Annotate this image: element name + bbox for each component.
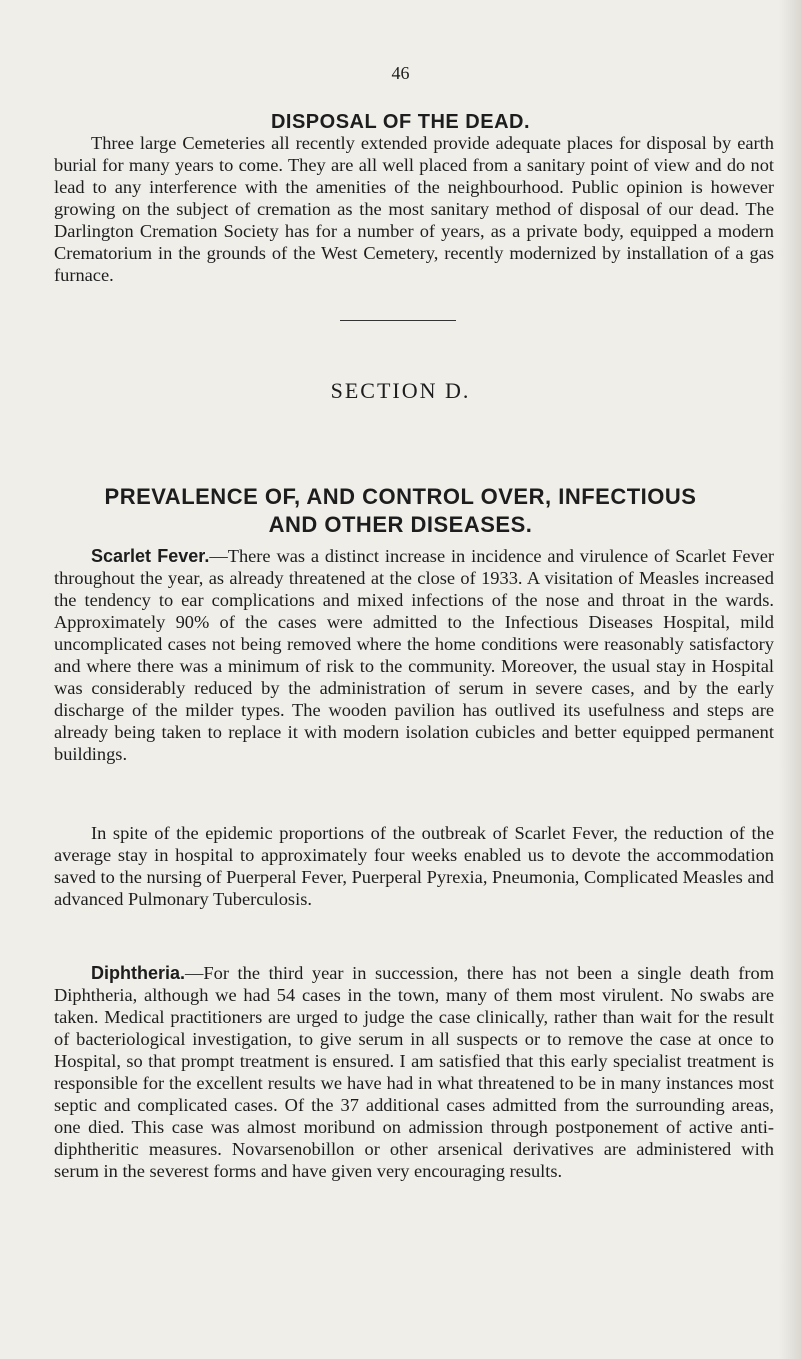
disposal-paragraph: Three large Cemeteries all recently extended provide adequate places for disposal by earth burial for many years to come. They are all well placed from a sanitary point of view and do not lead to any interference with the amenities of the neighbourhood. Public opinion is however growing on the subject of cremation as the most sanitary method of disposal of our dead. The Darlington Cremation Society has for a number of years, as a private body, equipped a modern Crematorium in the grounds of the West Cemetery, recently modernized by installation of a gas furnace. <box>54 133 774 285</box>
scarlet-fever-paragraph-2: In spite of the epidemic proportions of the outbreak of Scarlet Fever, the reduction of the average stay in hospital to approximately four weeks enabled us to devote the accommodation saved to the nursing of Puerperal Fever, Puerperal Pyrexia, Pneumonia, Complicated Measles and advanced Pulmonary Tuberculosis. <box>54 823 774 909</box>
section-divider <box>340 320 456 321</box>
page-edge-shadow <box>779 0 801 1359</box>
page-number: 46 <box>391 63 410 83</box>
section-heading: SECTION D. <box>330 378 471 403</box>
scarlet-fever-paragraph <box>54 545 774 765</box>
diphtheria-text: —For the third year in succession, there has not been a single death from Diphtheria, although we had 54 cases in the town, many of them most virulent. No swabs are taken. Medical practitioners are urged to judge the case clinically, rather than wait for the result of bacteriological investigation, to give serum in all suspects or to remove the case at once to Hospital, so that prompt treatment is ensured. I am satisfied that this early specialist treatment is responsible for the excellent results we have had in what threatened to be in many instances most septic and complicated cases. Of the 37 additional cases admitted from the surrounding areas, one died. This case was almost moribund on admission through postponement of active anti-diphtheritic measures. Novarsenobillon or other arsenical derivatives are administered with serum in the severest forms and have given very encouraging results. <box>54 963 774 1181</box>
section-title <box>0 483 801 539</box>
scarlet-fever-lead: Scarlet Fever. <box>91 546 210 566</box>
section-title-line-1: PREVALENCE OF, AND CONTROL OVER, INFECTIOUS <box>104 484 697 509</box>
scarlet-fever-text: —There was a distinct increase in incidence and virulence of Scarlet Fever throughout the year, as already threatened at the close of 1933. A visitation of Measles increased the tendency to ear complications and mixed infections of the nose and throat in the wards. Approximately 90% of the cases were admitted to the Infectious Diseases Hospital, mild uncomplicated cases not being removed where the home conditions were reasonably satisfactory and where there was a minimum of risk to the community. Moreover, the usual stay in Hospital was considerably reduced by the administration of serum in severe cases, and by the early discharge of the milder types. The wooden pavilion has outlived its usefulness and steps are already being taken to replace it with modern isolation cubicles and better equipped permanent buildings. <box>54 546 774 764</box>
section-title-line-2: AND OTHER DISEASES. <box>268 512 533 537</box>
diphtheria-paragraph <box>54 962 774 1182</box>
diphtheria-lead: Diphtheria. <box>91 963 186 983</box>
disposal-heading: DISPOSAL OF THE DEAD. <box>270 111 531 133</box>
